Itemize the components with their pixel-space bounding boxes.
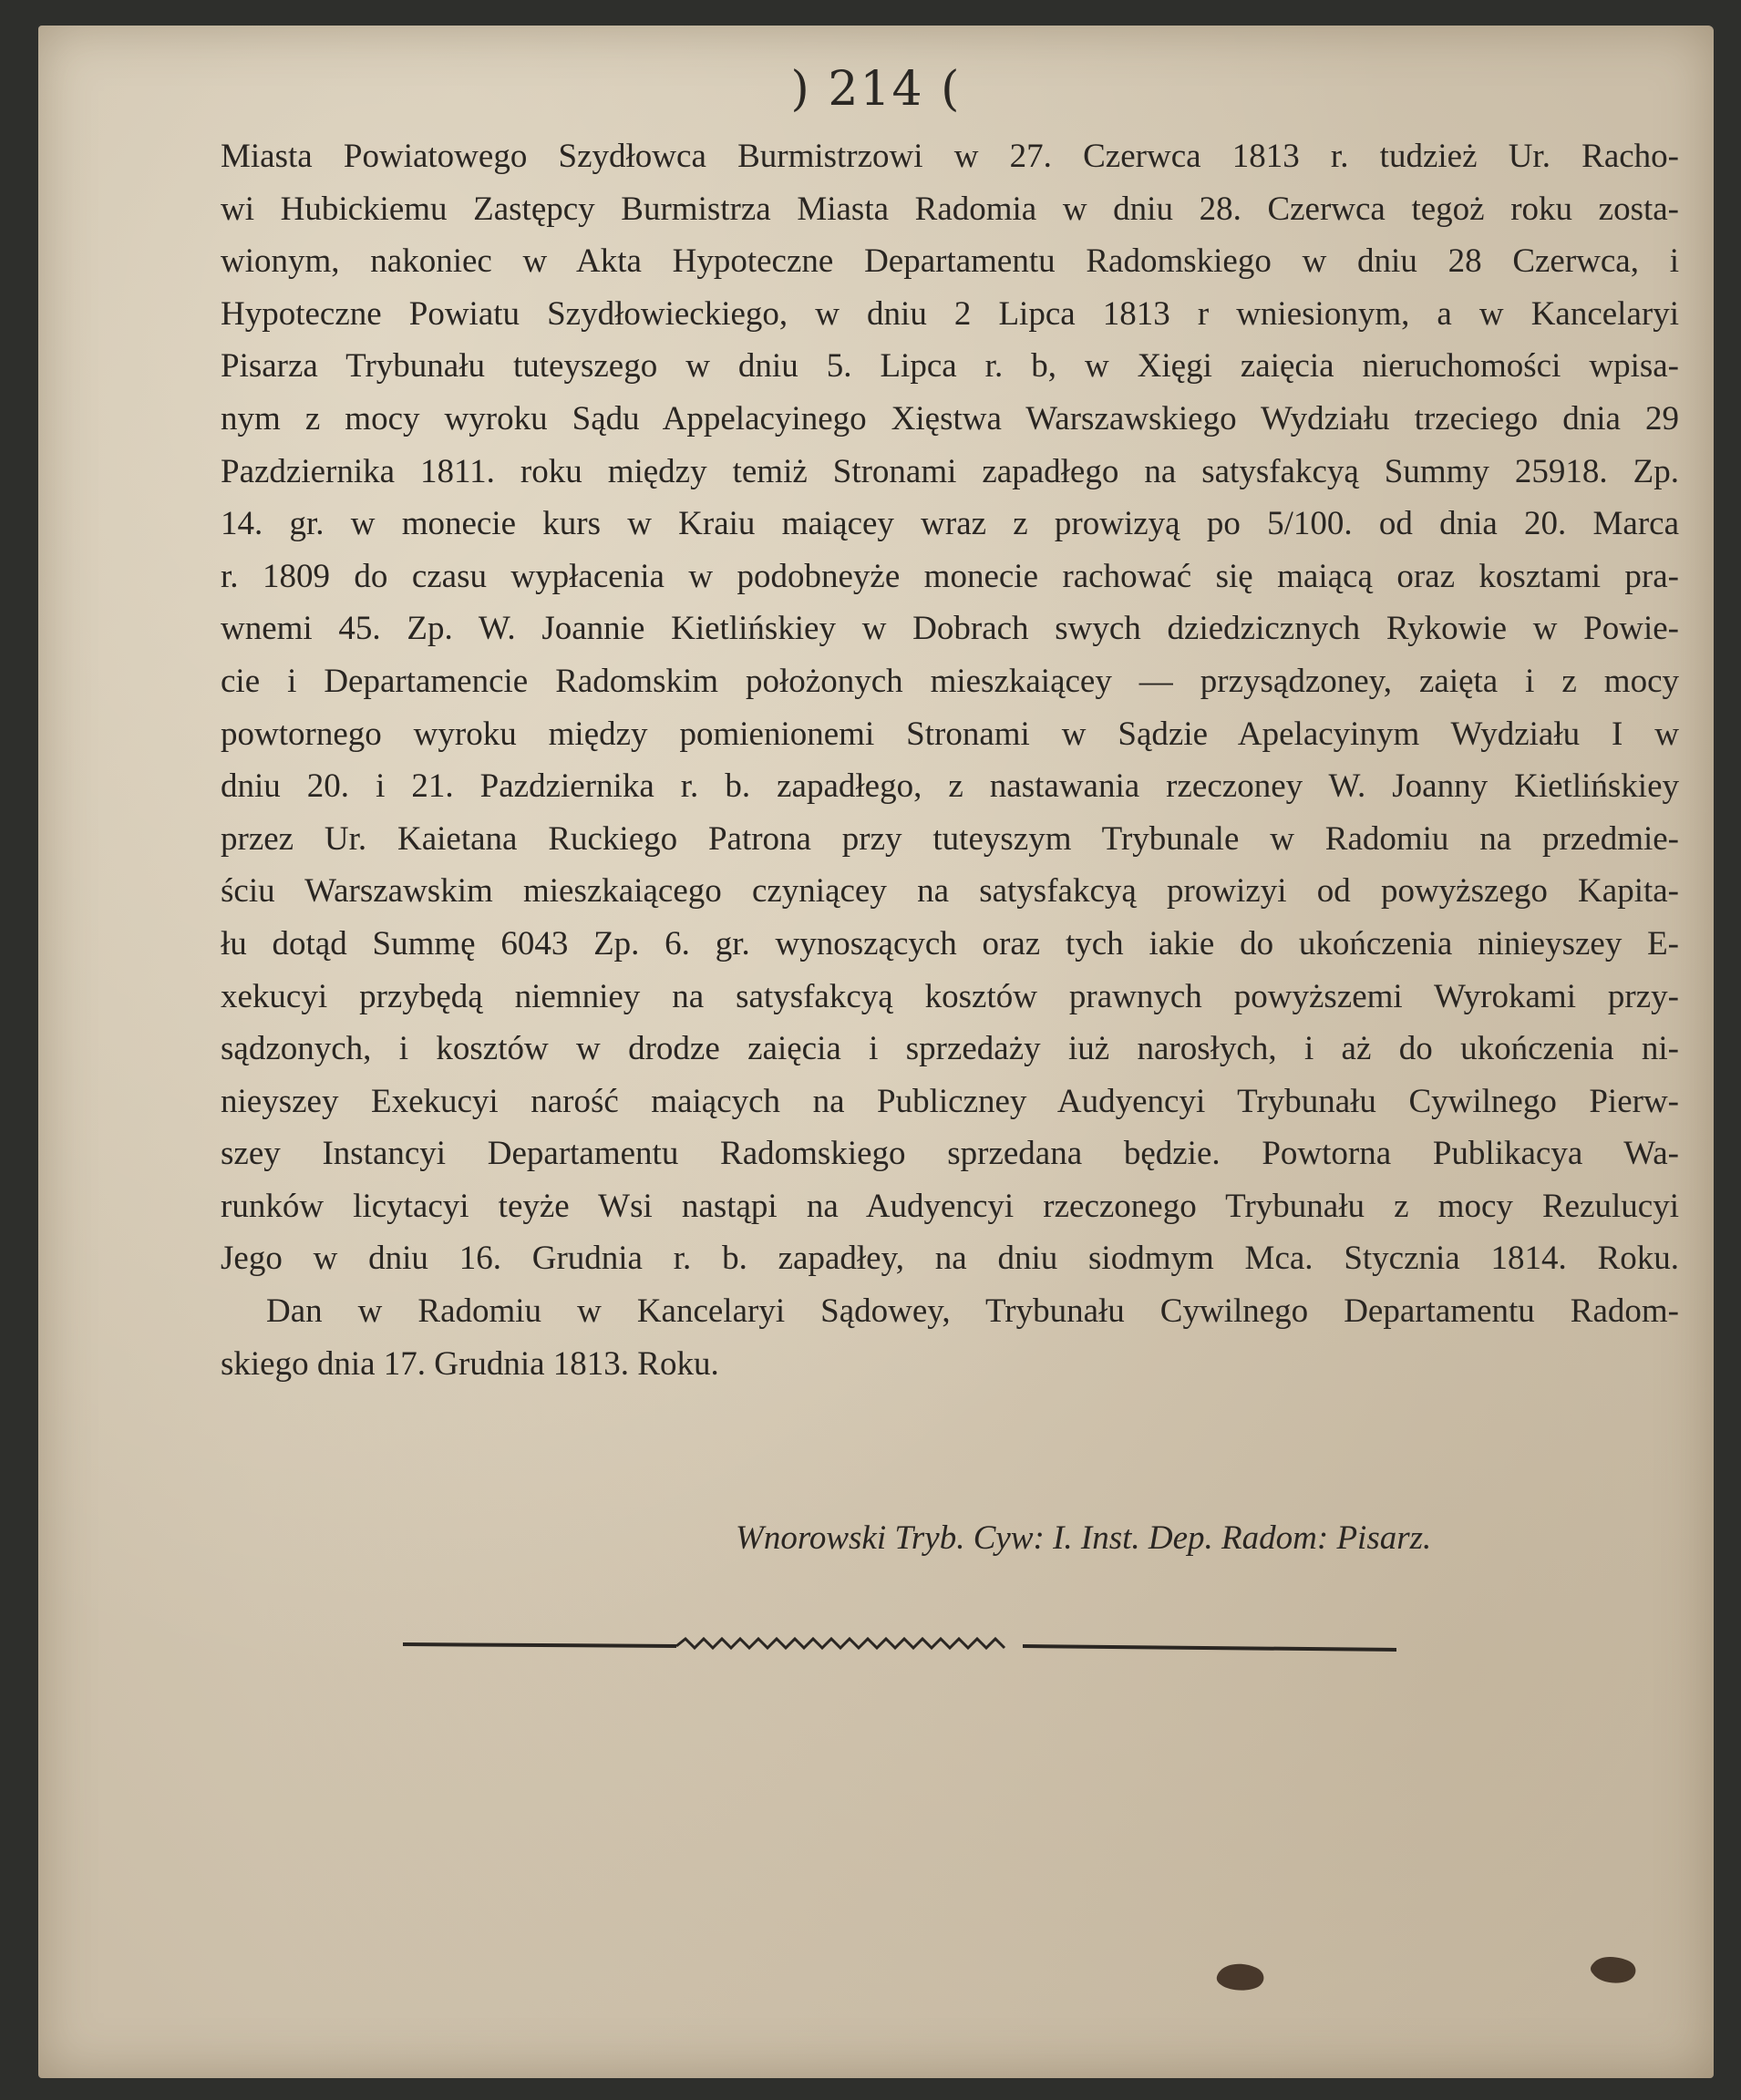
signature: Wnorowski Tryb. Cyw: I. Inst. Dep. Radom: Pisarz.: [736, 1519, 1432, 1557]
text-line: Pazdziernika 1811. roku między temiż Stronami zapadłego na satysfakcyą Summy 25918. Zp.: [221, 452, 1679, 490]
text-line: wi Hubickiemu Zastępcy Burmistrza Miasta Radomia w dniu 28. Czerwca tegoż roku zosta-: [221, 190, 1679, 228]
text-line: wnemi 45. Zp. W. Joannie Kietlińskiey w Dobrach swych dziedzicznych Rykowie w Powie-: [221, 610, 1679, 648]
text-line: runków licytacyi teyże Wsi nastąpi na Audyencyi rzeczonego Trybunału z mocy Rezulucyi: [221, 1187, 1679, 1225]
page-number: ) 214 (: [790, 62, 962, 117]
text-line: Dan w Radomiu w Kancelaryi Sądowey, Trybunału Cywilnego Departamentu Radom-: [266, 1292, 1679, 1331]
text-line: cie i Departamencie Radomskim położonych mieszkaiącey — przysądzoney, zaięta i z mocy: [221, 662, 1679, 700]
text-line: Jego w dniu 16. Grudnia r. b. zapadłey, na dniu siodmym Mca. Stycznia 1814. Roku.: [221, 1240, 1679, 1278]
text-line: łu dotąd Summę 6043 Zp. 6. gr. wynoszących oraz tych iakie do ukończenia ninieyszey E-: [221, 924, 1679, 962]
text-line: nieyszey Exekucyi narość maiących na Publiczney Audyencyi Trybunału Cywilnego Pierw-: [221, 1082, 1679, 1120]
text-line: ściu Warszawskim mieszkaiącego czyniącey na satysfakcyą prowizyi od powyższego Kapita-: [221, 872, 1679, 911]
ink-blot-right: [1588, 1951, 1643, 1987]
text-line: r. 1809 do czasu wypłacenia w podobneyże monecie rachować się maiącą oraz kosztami pra-: [221, 557, 1679, 595]
text-line: sądzonych, i kosztów w drodze zaięcia i sprzedaży iuż narosłych, i aż do ukończenia ni-: [221, 1030, 1679, 1068]
text-line: Pisarza Trybunału tuteyszego w dniu 5. Lipca r. b, w Xięgi zaięcia nieruchomości wpisa-: [221, 347, 1679, 386]
text-line: dniu 20. i 21. Pazdziernika r. b. zapadłego, z nastawania rzeczoney W. Joanny Kietlińskiey: [221, 767, 1679, 806]
text-line: Hypoteczne Powiatu Szydłowieckiego, w dniu 2 Lipca 1813 r wniesionym, a w Kancelaryi: [221, 294, 1679, 333]
text-line: nym z mocy wyroku Sądu Appelacyinego Xięstwa Warszawskiego Wydziału trzeciego dnia 29: [221, 399, 1679, 438]
text-line: szey Instancyi Departamentu Radomskiego sprzedana będzie. Powtorna Publikacya Wa-: [221, 1135, 1679, 1173]
text-line: skiego dnia 17. Grudnia 1813. Roku.: [221, 1344, 719, 1383]
text-line: powtornego wyroku między pomienionemi Stronami w Sądzie Apelacyinym Wydziału I w: [221, 715, 1679, 753]
body-text: [221, 130, 1679, 1390]
text-line: Miasta Powiatowego Szydłowca Burmistrzowi w 27. Czerwca 1813 r. tudzież Ur. Racho-: [221, 138, 1679, 175]
text-line: xekucyi przybędą niemniey na satysfakcyą kosztów prawnych powyższemi Wyrokami przy-: [221, 977, 1679, 1015]
ink-blot-left: [1214, 1958, 1269, 1994]
text-line: 14. gr. w monecie kurs w Kraiu maiącey wraz z prowizyą po 5/100. od dnia 20. Marca: [221, 505, 1679, 543]
text-line: wionym, nakoniec w Akta Hypoteczne Departamentu Radomskiego w dniu 28 Czerwca, i: [221, 242, 1679, 281]
text-line: przez Ur. Kaietana Ruckiego Patrona przy tuteyszym Trybunale w Radomiu na przedmie-: [221, 819, 1679, 858]
paper-page: [38, 26, 1714, 2078]
ornamental-rule: [403, 1626, 1396, 1662]
